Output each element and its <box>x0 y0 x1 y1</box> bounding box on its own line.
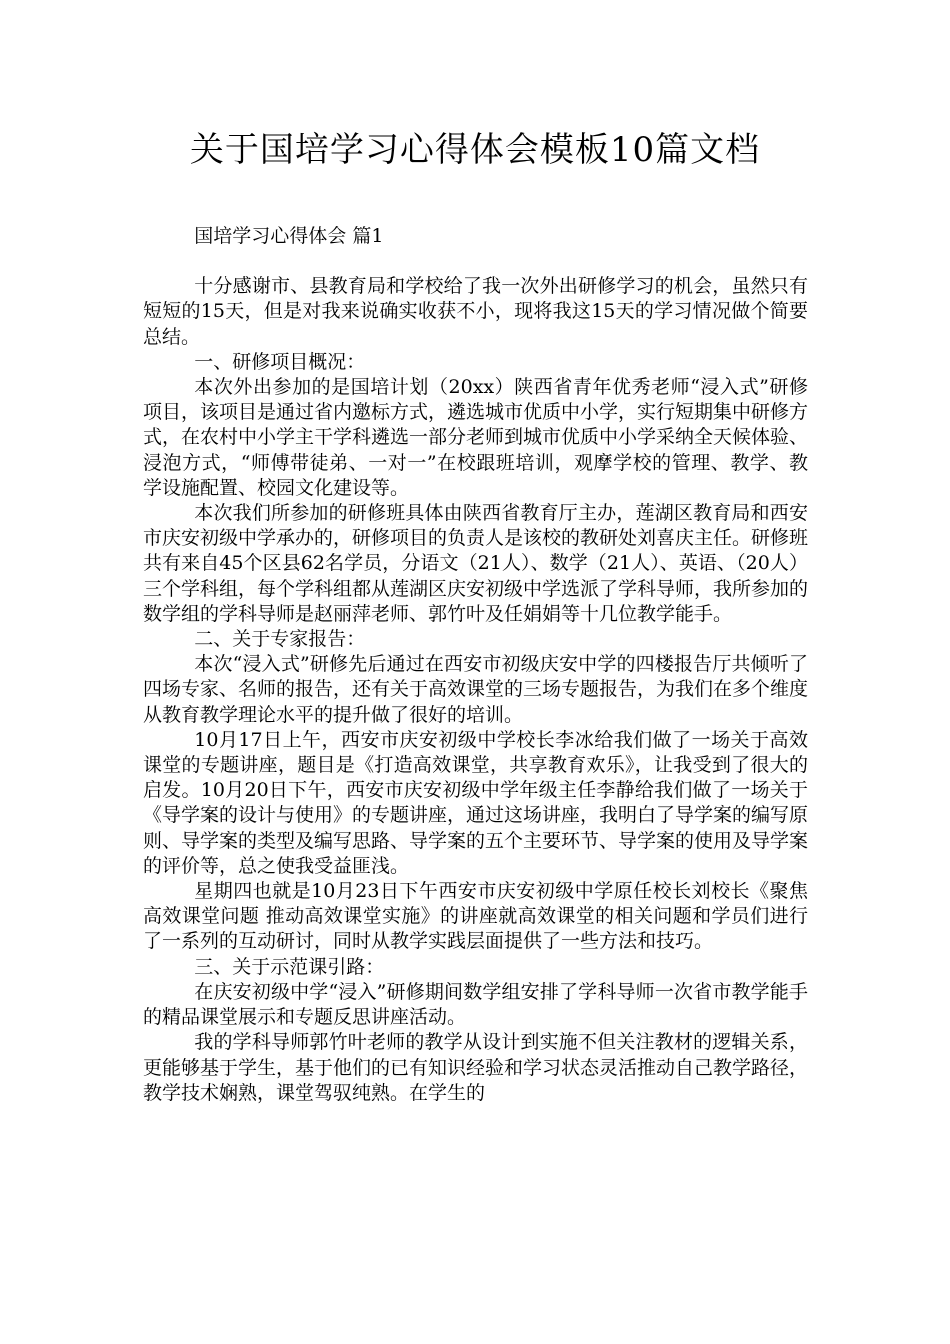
paragraph: 在庆安初级中学“浸入”研修期间数学组安排了学科导师一次省市教学能手的精品课堂展示和专题反思讲座活动。 <box>143 980 808 1029</box>
paragraph: 我的学科导师郭竹叶老师的教学从设计到实施不但关注教材的逻辑关系，更能够基于学生，基于他们的已有知识经验和学习状态灵活推动自己教学路径，教学技术娴熟，课堂驾驭纯熟。在学生的 <box>143 1031 809 1104</box>
paragraph: 星期四也就是10月23日下午西安市庆安初级中学原任校长刘校长《聚焦高效课堂问题 推动高效课堂实施》的讲座就高效课堂的相关问题和学员们进行了一系列的互动研讨，同时从教学实践层面提供了一些方法和技巧。 <box>143 880 808 953</box>
paragraph: 本次“浸入式”研修先后通过在西安市初级庆安中学的四楼报告厅共倾听了四场专家、名师的报告，还有关于高效课堂的三场专题报告，为我们在多个维度从教育教学理论水平的提升做了很好的培训。 <box>143 653 809 726</box>
paragraph: 本次我们所参加的研修班具体由陕西省教育厅主办，莲湖区教育局和西安市庆安初级中学承办的，研修项目的负责人是该校的教研处刘喜庆主任。研修班共有来自45个区县62名学员，分语文（21人）、数学（21人）、英语、（20人）三个学科组，每个学科组都从莲湖区庆安初级中学选派了学科导师，我所参加的数学组的学科导师是赵丽萍老师、郭竹叶及任娟娟等十几位教学能手。 <box>143 502 809 625</box>
article-heading: 国培学习心得体会 篇1 <box>194 225 384 247</box>
section-heading-2: 二、关于专家报告： <box>194 628 366 651</box>
paragraph-intro: 十分感谢市、县教育局和学校给了我一次外出研修学习的机会，虽然只有短短的15天，但是对我来说确实收获不小，现将我这15天的学习情况做个简要总结。 <box>143 275 808 348</box>
section-heading-3: 三、关于示范课引路： <box>194 955 385 978</box>
document-title: 关于国培学习心得体会模板10篇文档 <box>189 130 761 170</box>
section-heading-1: 一、研修项目概况： <box>194 350 366 373</box>
paragraph: 10月17日上午，西安市庆安初级中学校长李冰给我们做了一场关于高效课堂的专题讲座，题目是《打造高效课堂，共享教育欢乐》，让我受到了很大的启发。10月20日下午，西安市庆安初级中学年级主任李静给我们做了一场关于《导学案的设计与使用》的专题讲座，通过这场讲座，我明白了导学案的编写原则、导学案的类型及编写思路、导学案的五个主要环节、导学案的使用及导学案的评价等，总之使我受益匪浅。 <box>143 728 809 877</box>
paragraph: 本次外出参加的是国培计划（20xx）陕西省青年优秀老师“浸入式”研修项目，该项目是通过省内邀标方式，遴选城市优质中小学，实行短期集中研修方式，在农村中小学主干学科遴选一部分老师到城市优质中小学采纳全天候体验、浸泡方式，“师傅带徒弟、一对一”在校跟班培训，观摩学校的管理、教学、教学设施配置、校园文化建设等。 <box>143 376 809 499</box>
document-body <box>143 224 808 1106</box>
